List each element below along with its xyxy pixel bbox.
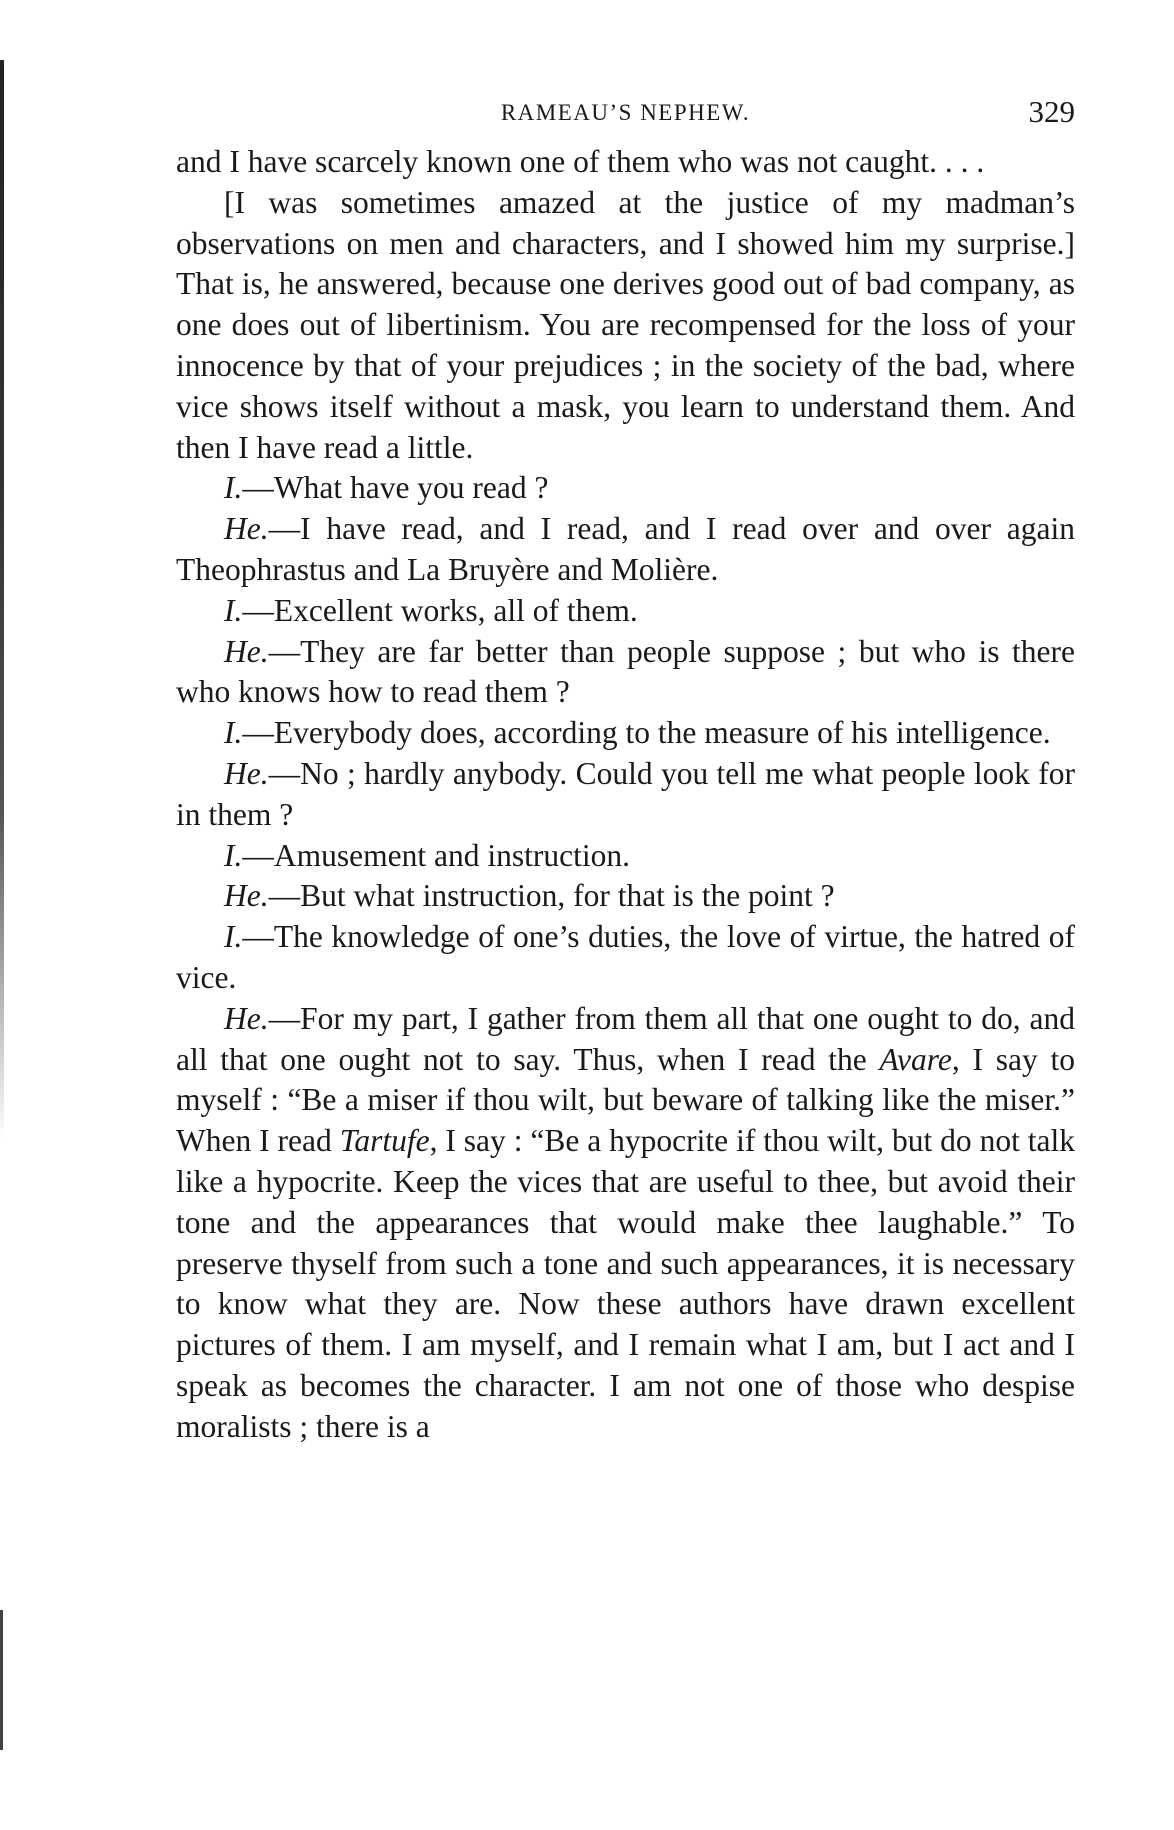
speaker-label: I. [224,592,243,628]
text-run: [I was sometimes amazed at the justice of my madman’s observations on men and characters, and I showed him my surprise.] That is, he answered, because one derives good out of bad company, as one does out of libertinism. You are recompensed for the loss of your innocence by that of your prejudices ; in the society of the bad, where vice shows itself without a mask, you learn to understand them. And then I have read a little. [176,184,1075,465]
speaker-label: He. [224,633,269,669]
scan-edge-shadow [0,60,4,1140]
text-run: —But what instruction, for that is the point ? [268,878,835,914]
text-run: —Excellent works, all of them. [242,592,638,628]
speaker-label: I. [224,715,243,751]
paragraph [176,917,1075,999]
book-page [176,94,1075,1448]
speaker-label: He. [224,878,269,914]
text-run: , I say : “Be a hypocrite if thou wilt, but do not talk like a hypocrite. Keep the vices that are useful to thee, but avoid their tone and the appearances that would make thee laughable.” To preserve thyself from such a tone and such appearances, it is necessary to know what they are. Now these authors have drawn excellent pictures of them. I am myself, and I remain what I am, but I act and I speak as becomes the character. I am not one of those who despise moralists ; there is a [176,1123,1075,1444]
paragraph [176,876,1075,917]
text-run: —Everybody does, according to the measure of his intelligence. [242,715,1051,751]
italic-title: Tartufe [339,1123,430,1159]
paragraph [176,836,1075,877]
speaker-label: I. [224,837,243,873]
text-run: —For my part, I gather from them all that one ought to do, and all that one ought not to say. Thus, when I read the [176,1000,1075,1077]
paragraph [176,591,1075,632]
text-run: and I have scarcely known one of them who was not caught. . . . [176,144,985,179]
paragraph [176,468,1075,509]
text-run: —They are far better than people suppose ; but who is there who knows how to read them ? [176,633,1075,710]
speaker-label: He. [224,1000,269,1036]
text-run: —The knowledge of one’s duties, the love of virtue, the hatred of vice. [176,919,1075,995]
text-run: —I have read, and I read, and I read over and over again Theophrastus and La Bruyère and Molière. [176,511,1075,587]
body-text [176,142,1075,1448]
paragraph [176,509,1075,591]
speaker-label: He. [224,511,269,547]
text-run: , I say to myself : “Be a miser if thou wilt, but beware of talking like the miser.” When I read [176,1041,1075,1159]
scan-edge-shadow-lower [0,1610,3,1750]
speaker-label: I. [224,470,243,506]
paragraph [176,999,1075,1448]
running-title: RAMEAU’S NEPHEW. [500,100,751,125]
running-head [176,94,1075,142]
paragraph [176,142,1075,183]
speaker-label: I. [224,919,243,955]
paragraph [176,754,1075,836]
paragraph [176,632,1075,714]
text-run: —No ; hardly anybody. Could you tell me what people look for in them ? [176,755,1075,832]
page-number: 329 [1028,94,1075,129]
paragraph [176,183,1075,469]
text-run: —Amusement and instruction. [242,837,630,873]
text-run: —What have you read ? [242,470,549,506]
italic-title: Avare [879,1041,952,1077]
paragraph [176,713,1075,754]
speaker-label: He. [224,755,269,791]
